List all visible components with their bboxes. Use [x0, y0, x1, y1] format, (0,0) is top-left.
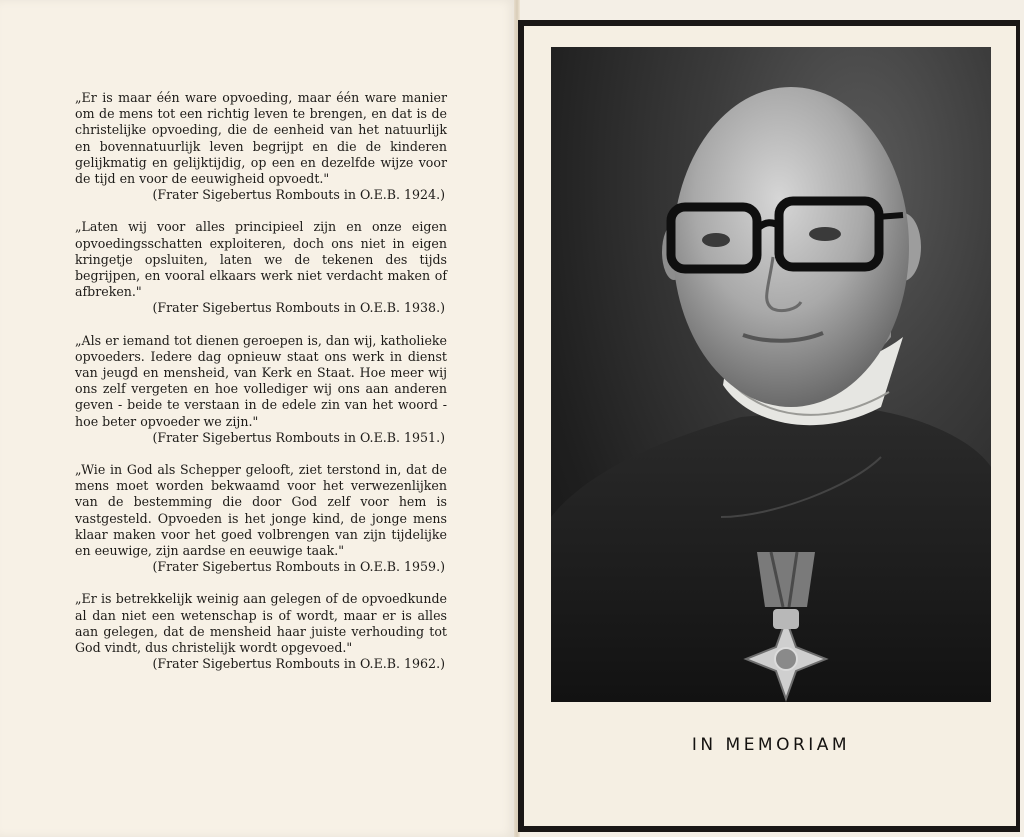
quote-text: „Er is maar één ware opvoeding, maar één ware manier om de mens tot een richtig leven te brengen, en dat is de christelijke opvoeding, die de eenheid van het natuurlijk en bovennatuurlijk leven begrijpt en die de kinderen gelijkmatig en gelijktijdig, op een en dezelfde wijze voor de tijd en voor de eeuwigheid opvoedt." [75, 90, 447, 187]
portrait-photo [551, 47, 991, 702]
quote-source: (Frater Sigebertus Rombouts in O.E.B. 1962.) [152, 656, 445, 672]
quote-source: (Frater Sigebertus Rombouts in O.E.B. 1951.) [152, 429, 445, 445]
in-memoriam-heading: IN MEMORIAM [691, 735, 851, 755]
quote-text: „Laten wij voor alles principieel zijn en onze eigen opvoedingsschatten exploiteren, doch ons niet in eigen kringetje opsluiten, laten we de tekenen des tijds begrijpen, en vooral elkaars werk niet verdacht maken of afbreken." [75, 219, 447, 300]
quote-text: „Er is betrekkelijk weinig aan gelegen of de opvoedkunde al dan niet een wetenschap is of wordt, maar er is alles aan gelegen, dat de mensheid haar juiste verhouding tot God vindt, dus christelijk wordt opgevoed." [75, 591, 447, 656]
quote-source: (Frater Sigebertus Rombouts in O.E.B. 1924.) [152, 187, 445, 203]
quote-text: „Als er iemand tot dienen geroepen is, dan wij, katholieke opvoeders. Iedere dag opnieuw staat ons werk in dienst van jeugd en mensheid, van Kerk en Staat. Hoe meer wij ons zelf vergeten en hoe vollediger wij ons aan anderen geven - beide te verstaan in de edele zin van het woord - hoe beter opvoeder we zijn." [75, 332, 447, 429]
quote-block [75, 462, 447, 575]
quote-block [75, 333, 447, 446]
quote-source: (Frater Sigebertus Rombouts in O.E.B. 1959.) [152, 559, 445, 575]
quote-block [75, 591, 447, 672]
quote-source: (Frater Sigebertus Rombouts in O.E.B. 1938.) [152, 300, 445, 316]
quote-text: „Wie in God als Schepper gelooft, ziet terstond in, dat de mens moet worden bekwaamd voor het verwezenlijken van de bestemming die door God zelf voor hem is vastgesteld. Opvoeden is het jonge kind, de jonge mens klaar maken voor het goed volbrengen van zijn tijdelijke en eeuwige, zijn aardse en eeuwige taak." [75, 462, 447, 559]
quote-block [75, 90, 447, 203]
portrait-illustration [551, 47, 991, 702]
quotes-column [75, 90, 447, 689]
quote-block [75, 219, 447, 316]
